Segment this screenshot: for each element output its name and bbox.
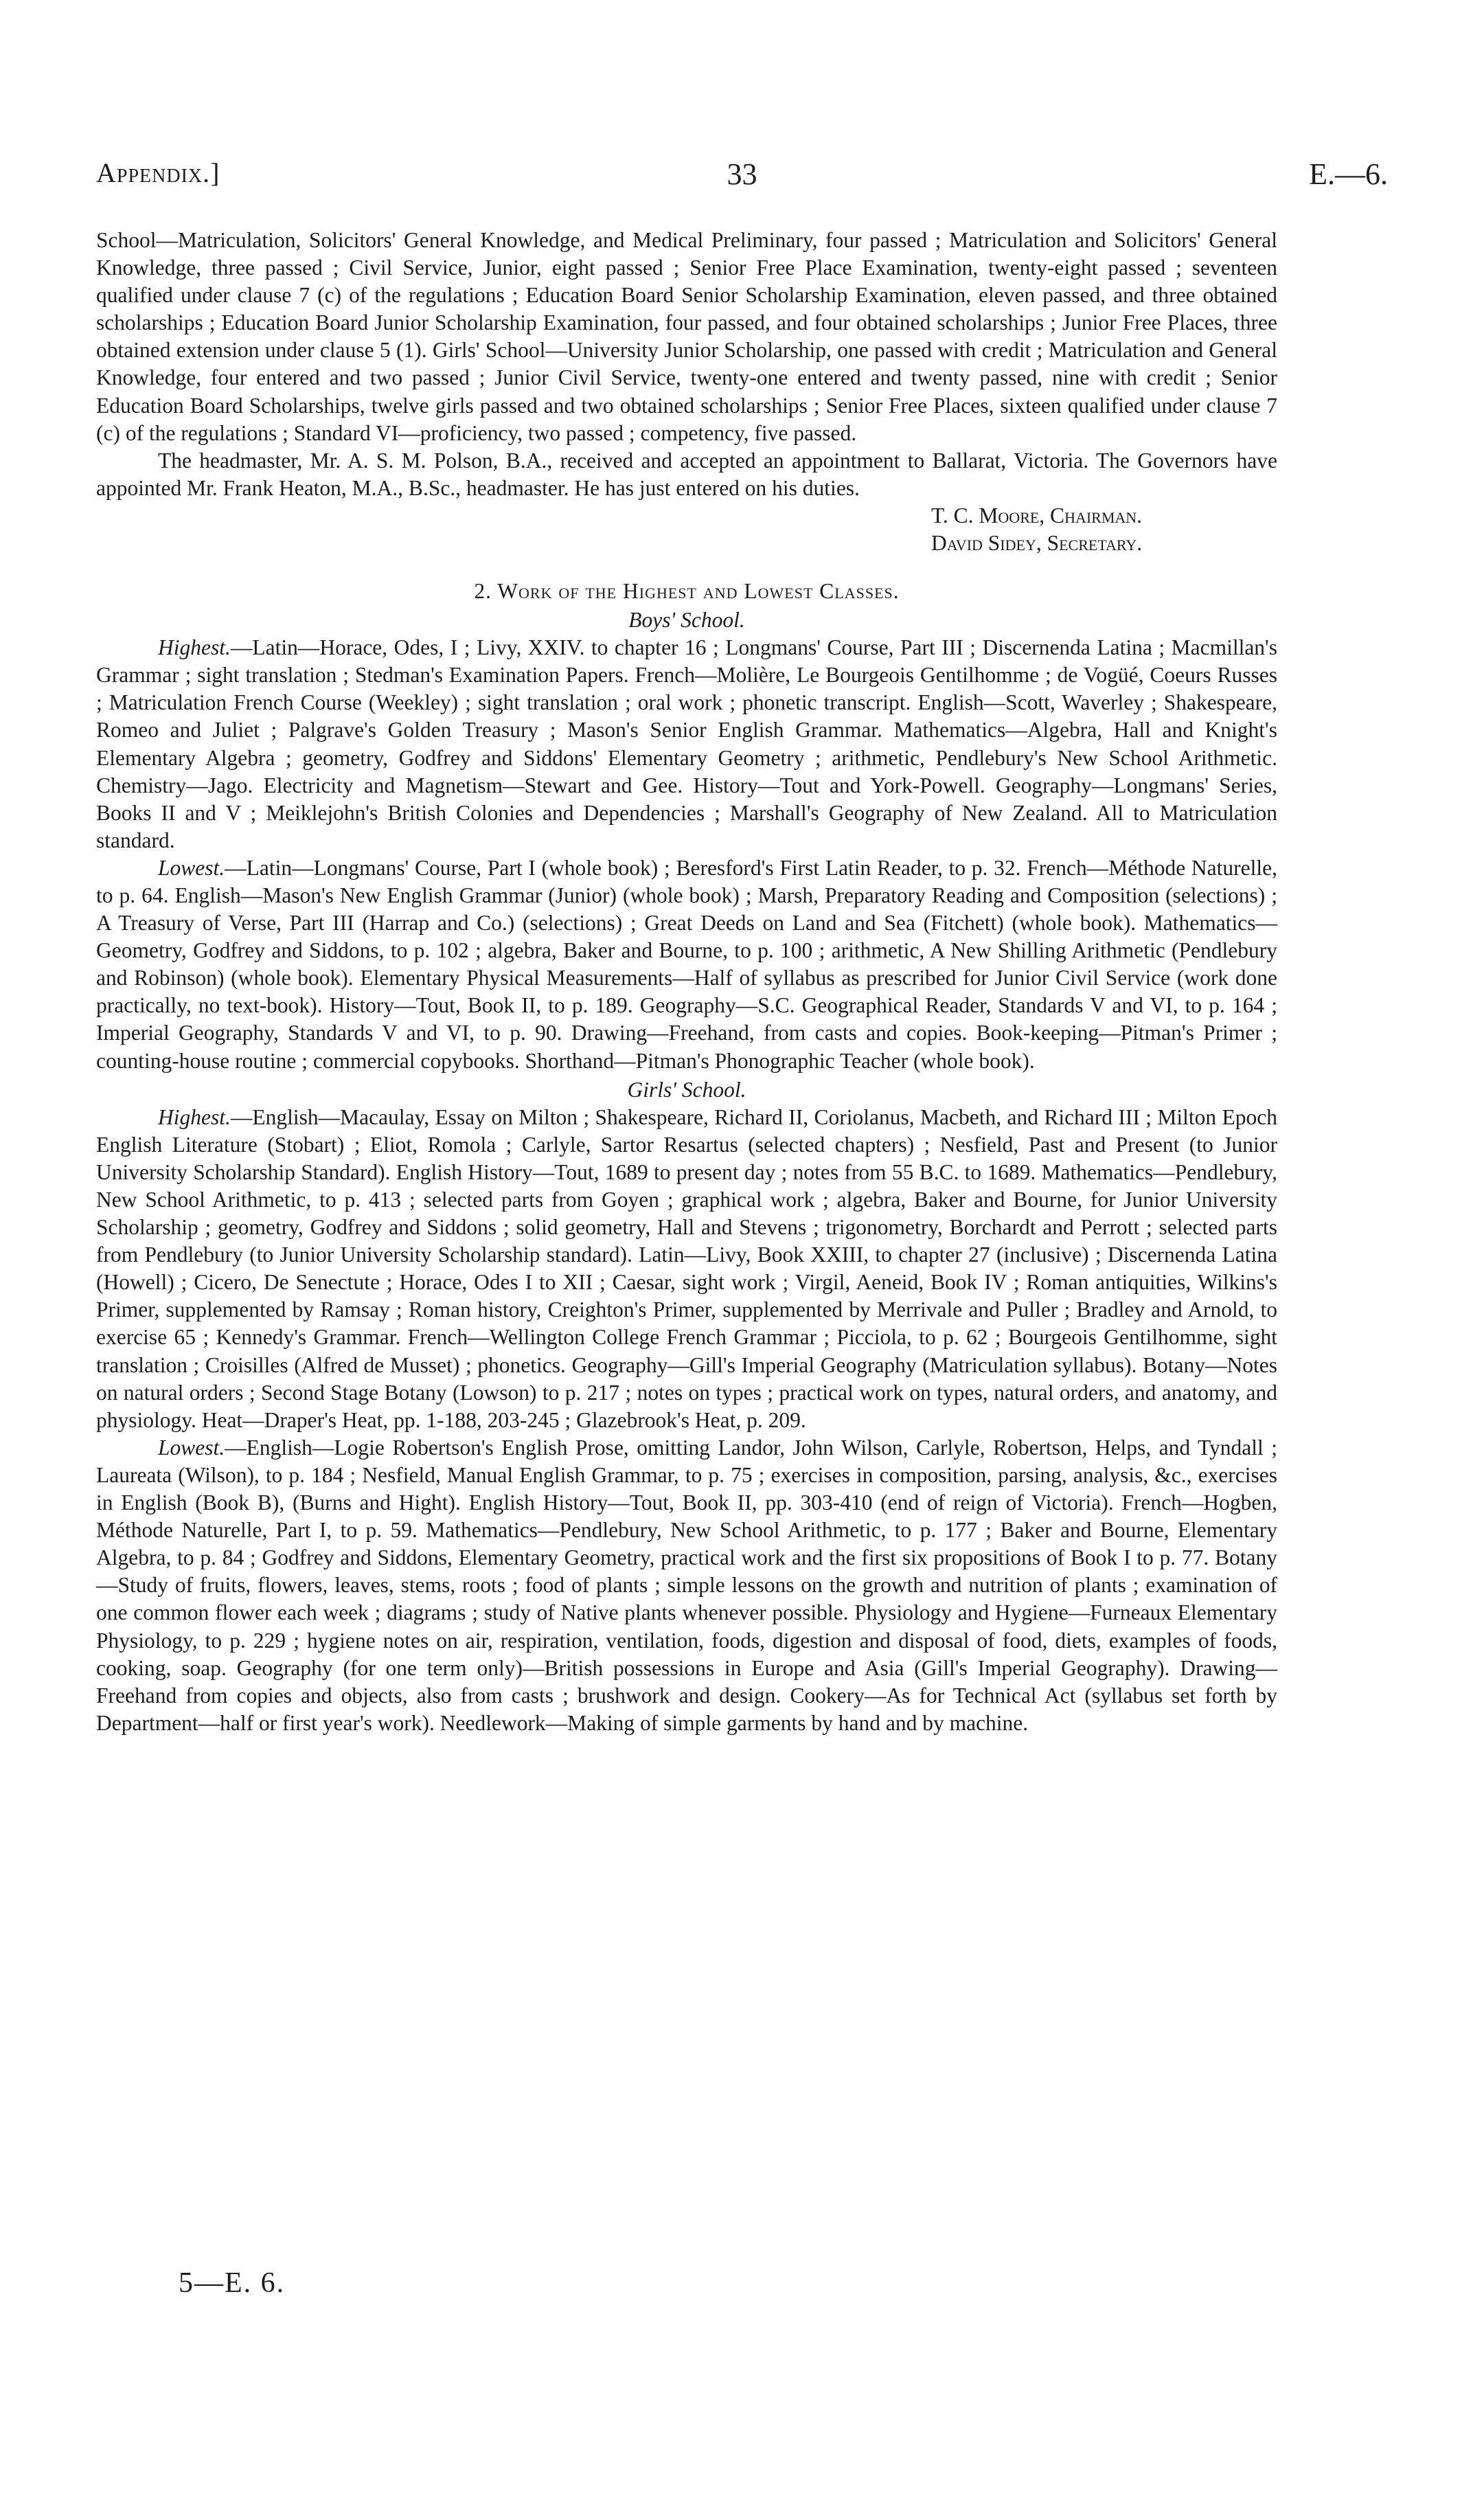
boys-lowest-paragraph xyxy=(96,854,1277,1075)
boys-lowest-label: Lowest. xyxy=(158,855,225,880)
girls-highest-label: Highest. xyxy=(158,1104,231,1129)
header-appendix-label: Appendix.] xyxy=(96,157,220,188)
section-title: 2. Work of the Highest and Lowest Classes. xyxy=(474,578,900,603)
boys-school-heading: Boys' School. xyxy=(628,608,745,633)
girls-lowest-label: Lowest. xyxy=(158,1435,225,1460)
girls-highest-paragraph xyxy=(96,1104,1277,1434)
boys-lowest-text: —Latin—Longmans' Course, Part I (whole book) ; Beresford's First Latin Reader, to p. 32. French—Méthode Naturelle, to p. 64. English—Mason's New English Grammar (Junior) (whole book) ; Marsh, Preparatory Reading and Composition (selections) ; A Treasury of Verse, Part III (Harrap and Co.) (selections) ; Great Deeds on Land and Sea (Fitchett) (whole book). Mathematics—Geometry, Godfrey and Siddons, to p. 102 ; algebra, Baker and Bourne, to p. 100 ; arithmetic, A New Shilling Arithmetic (Pendlebury and Robinson) (whole book). Elementary Physical Measurements—Half of syllabus as prescribed for Junior Civil Service (work done practically, no text-book). History—Tout, Book II, to p. 189. Geography—S.C. Geographical Reader, Standards V and VI, to p. 164 ; Imperial Geography, Standards V and VI, to p. 90. Drawing—Freehand, from casts and copies. Book-keeping—Pitman's Primer ; counting-house routine ; commercial copybooks. Shorthand—Pitman's Phonographic Teacher (whole book). xyxy=(96,855,1277,1073)
boys-highest-paragraph xyxy=(96,634,1277,854)
girls-highest-text: —English—Macaulay, Essay on Milton ; Shakespeare, Richard II, Coriolanus, Macbeth, and Richard III ; Milton Epoch English Literature (Stobart) ; Eliot, Romola ; Carlyle, Sartor Resartus (selected chapters) ; Nesfield, Past and Present (to Junior University Scholarship Standard). English History—Tout, 1689 to present day ; notes from 55 B.C. to 1689. Mathematics—Pendlebury, New School Arithmetic, to p. 413 ; selected parts from Goyen ; graphical work ; algebra, Baker and Bourne, for Junior University Scholarship ; geometry, Godfrey and Siddons ; solid geometry, Hall and Stevens ; trigonometry, Borchardt and Perrott ; selected parts from Pendlebury (to Junior University Scholarship standard). Latin—Livy, Book XXIII, to chapter 27 (inclusive) ; Discernenda Latina (Howell) ; Cicero, De Senectute ; Horace, Odes I to XII ; Caesar, sight work ; Virgil, Aeneid, Book IV ; Roman antiquities, Wilkins's Primer, supplemented by Ramsay ; Roman history, Creighton's Primer, supplemented by Merrivale and Puller ; Bradley and Arnold, to exercise 65 ; Kennedy's Grammar. French—Wellington College French Grammar ; Picciola, to p. 62 ; Bourgeois Gentilhomme, sight translation ; Croisilles (Alfred de Musset) ; phonetics. Geography—Gill's Imperial Geography (Matriculation syllabus). Botany—Notes on natural orders ; Second Stage Botany (Lowson) to p. 217 ; notes on types ; practical work on types, natural orders, and anatomy, and physiology. Heat—Draper's Heat, pp. 1-188, 203-245 ; Glazebrook's Heat, p. 209. xyxy=(96,1104,1277,1432)
girls-lowest-text: —English—Logie Robertson's English Prose, omitting Landor, John Wilson, Carlyle, Robertson, Helps, and Tyndall ; Laureata (Wilson), to p. 184 ; Nesfield, Manual English Grammar, to p. 75 ; exercises in composition, parsing, analysis, &c., exercises in English (Book B), (Burns and Hight). English History—Tout, Book II, pp. 303-410 (end of reign of Victoria). French—Hogben, Méthode Naturelle, Part I, to p. 59. Mathematics—Pendlebury, New School Arithmetic, to p. 177 ; Baker and Bourne, Elementary Algebra, to p. 84 ; Godfrey and Siddons, Elementary Geometry, practical work and the first six propositions of Book I to p. 77. Botany—Study of fruits, flowers, leaves, stems, roots ; food of plants ; simple lessons on the growth and nutrition of plants ; examination of one common flower each week ; diagrams ; study of Native plants whenever possible. Physiology and Hygiene—Furneaux Elementary Physiology, to p. 229 ; hygiene notes on air, respiration, ventilation, foods, digestion and disposal of food, diets, examples of foods, cooking, soap. Geography (for one term only)—British possessions in Europe and Asia (Gill's Imperial Geography). Drawing—Freehand from copies and objects, also from casts ; brushwork and design. Cookery—As for Technical Act (syllabus set forth by Department—half or first year's work). Needlework—Making of simple garments by hand and by machine. xyxy=(96,1435,1277,1735)
signature-block xyxy=(96,502,1277,557)
girls-school-heading: Girls' School. xyxy=(627,1077,746,1102)
secretary-signature: David Sidey, Secretary. xyxy=(931,530,1143,555)
results-paragraph: School—Matriculation, Solicitors' General Knowledge, and Medical Preliminary, four passed ; Matriculation and Solicitors' General Knowledge, three passed ; Civil Service, Junior, eight passed ; Senior Free Place Examination, twenty-eight passed ; seventeen qualified under clause 7 (c) of the regulations ; Education Board Senior Scholarship Examination, eleven passed, and three obtained scholarships ; Education Board Junior Scholarship Examination, four passed, and four obtained scholarships ; Junior Free Places, three obtained extension under clause 5 (1). Girls' School—University Junior Scholarship, one passed with credit ; Matriculation and General Knowledge, four entered and two passed ; Junior Civil Service, twenty-one entered and twenty passed, nine with credit ; Senior Education Board Scholarships, twelve girls passed and two obtained scholarships ; Senior Free Places, sixteen qualified under clause 7 (c) of the regulations ; Standard VI—proficiency, two passed ; competency, five passed. xyxy=(96,228,1277,445)
boys-highest-label: Highest. xyxy=(158,635,231,660)
chairman-signature: T. C. Moore, Chairman. xyxy=(931,503,1143,528)
document-reference: E.—6. xyxy=(1309,157,1388,191)
page-body xyxy=(96,227,1277,1737)
page-number: 33 xyxy=(727,157,757,191)
headmaster-paragraph: The headmaster, Mr. A. S. M. Polson, B.A., received and accepted an appointment to Ballarat, Victoria. The Governors have appointed Mr. Frank Heaton, M.A., B.Sc., headmaster. He has just entered on his duties. xyxy=(96,448,1277,500)
page-footer-signature: 5—E. 6. xyxy=(179,2267,286,2299)
girls-lowest-paragraph xyxy=(96,1434,1277,1737)
page-header xyxy=(96,157,1388,205)
boys-highest-text: —Latin—Horace, Odes, I ; Livy, XXIV. to chapter 16 ; Longmans' Course, Part III ; Discernenda Latina ; Macmillan's Grammar ; sight translation ; Stedman's Examination Papers. French—Molière, Le Bourgeois Gentilhomme ; de Vogüé, Coeurs Russes ; Matriculation French Course (Weekley) ; sight translation ; oral work ; phonetic transcript. English—Scott, Waverley ; Shakespeare, Romeo and Juliet ; Palgrave's Golden Treasury ; Mason's Senior English Grammar. Mathematics—Algebra, Hall and Knight's Elementary Algebra ; geometry, Godfrey and Siddons' Elementary Geometry ; arithmetic, Pendlebury's New School Arithmetic. Chemistry—Jago. Electricity and Magnetism—Stewart and Gee. History—Tout and York-Powell. Geography—Longmans' Series, Books II and V ; Meiklejohn's British Colonies and Dependencies ; Marshall's Geography of New Zealand. All to Matriculation standard. xyxy=(96,635,1277,852)
